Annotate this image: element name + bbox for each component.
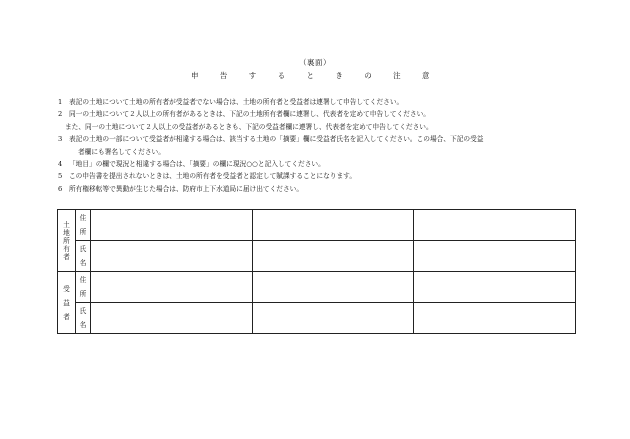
note-number: 5	[58, 172, 63, 181]
beneficiary-address-field-2[interactable]	[253, 272, 414, 303]
table-row-beneficiary-name	[58, 303, 576, 334]
owner-label-char: 地	[63, 228, 70, 237]
page-title: 申 告 す る と き の 注 意	[190, 71, 440, 80]
table-row-owner-address	[58, 210, 576, 241]
signature-table	[57, 209, 576, 334]
note-text: 「地目」の欄で現況と相違する場合は、「摘要」の欄に現況○○と記入してください。	[69, 160, 325, 169]
note-3-continuation	[58, 146, 598, 158]
table-row-owner-name	[58, 241, 576, 272]
note-6	[58, 183, 598, 195]
label-char: 名	[79, 321, 87, 329]
beneficiary-address-field-3[interactable]	[414, 272, 576, 303]
beneficiary-name-field-1[interactable]	[91, 303, 253, 334]
note-text: 同一の土地について２人以上の所有者があるときは、下記の土地所有者欄に連署し、代表者を定めて申告してください。	[69, 110, 430, 119]
beneficiary-address-label	[76, 272, 91, 303]
note-5	[58, 170, 598, 182]
beneficiary-name-label	[76, 303, 91, 334]
note-number: 1	[58, 98, 63, 106]
note-3	[58, 133, 598, 145]
note-text: 表記の土地について土地の所有者が受益者でない場合は、土地の所有者と受益者は連署して申告してください。	[69, 98, 404, 106]
note-number: 6	[58, 184, 63, 193]
page-caption: （裏面）	[299, 58, 331, 67]
owner-name-field-3[interactable]	[414, 241, 576, 272]
label-char: 住	[79, 214, 87, 222]
owner-name-field-2[interactable]	[253, 241, 414, 272]
owner-label-char: 有	[63, 244, 70, 253]
note-text: 所有権移転等で異動が生じた場合は、防府市上下水道局に届け出てください。	[69, 184, 304, 193]
beneficiary-group-label	[58, 272, 76, 334]
note-number: 3	[58, 135, 63, 144]
note-number: 2	[58, 110, 63, 119]
label-char: 氏	[79, 307, 87, 315]
note-text: 者欄にも署名してください。	[78, 147, 165, 156]
owner-group-label	[58, 210, 76, 272]
note-text: また、同一の土地について２人以上の受益者があるときも、下記の受益者欄に連署し、代表者を定めて申告してください。	[65, 122, 433, 131]
owner-address-field-1[interactable]	[91, 210, 253, 241]
owner-label-char: 土	[63, 220, 70, 229]
owner-address-label	[76, 210, 91, 241]
notes-list	[58, 96, 598, 195]
label-char: 住	[79, 276, 87, 284]
note-text: 表記の土地の一部について受益者が相違する場合は、該当する土地の「摘要」欄に受益者氏名を記入してください。この場合、下記の受益	[69, 135, 484, 144]
table-row-beneficiary-address	[58, 272, 576, 303]
label-char: 所	[79, 290, 87, 298]
label-char: 所	[79, 228, 87, 236]
owner-address-field-2[interactable]	[253, 210, 414, 241]
owner-address-field-3[interactable]	[414, 210, 576, 241]
note-2-continuation	[58, 121, 598, 133]
note-number: 4	[58, 160, 63, 169]
beneficiary-label-char: 益	[63, 298, 70, 307]
label-char: 氏	[79, 245, 87, 253]
note-1	[58, 96, 598, 108]
beneficiary-label-char: 受	[63, 284, 70, 293]
beneficiary-label-char: 者	[63, 312, 70, 321]
owner-name-label	[76, 241, 91, 272]
beneficiary-address-field-1[interactable]	[91, 272, 253, 303]
owner-label-char: 所	[63, 236, 70, 245]
owner-label-char: 者	[63, 252, 70, 261]
beneficiary-name-field-2[interactable]	[253, 303, 414, 334]
note-2	[58, 108, 598, 120]
beneficiary-name-field-3[interactable]	[414, 303, 576, 334]
note-text: この申告書を提出されないときは、土地の所有者を受益者と認定して賦課することになります。	[69, 172, 357, 181]
owner-name-field-1[interactable]	[91, 241, 253, 272]
label-char: 名	[79, 259, 87, 267]
note-4	[58, 158, 598, 170]
